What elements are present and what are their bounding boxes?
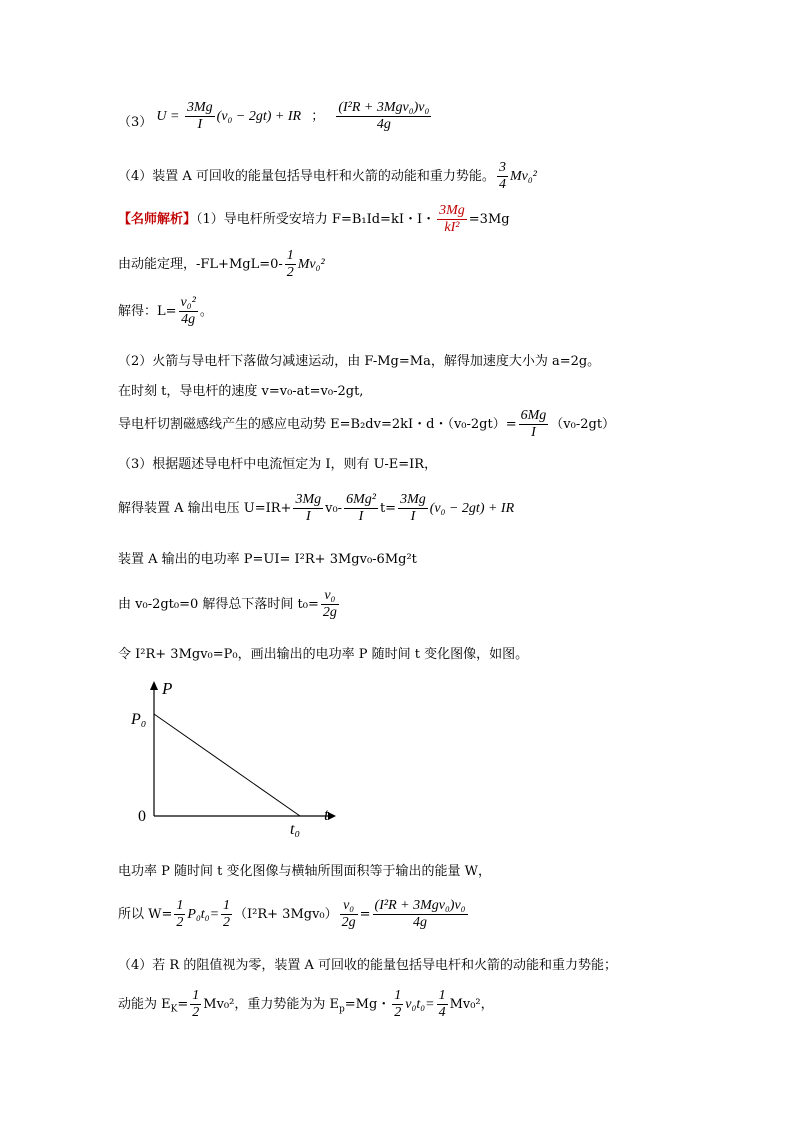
power-time-graph [128,676,348,846]
analysis-l15-fraction-1: $\frac{1}{2}$ [192,988,200,1020]
analysis-line-7: （3）根据题述导电杆中电流恒定为 I，则有 U-E=IR， [118,457,438,472]
analysis-l15-fraction-3: $\frac{1}{4}$ [438,988,446,1020]
power-line [154,714,300,816]
analysis-line-10 [118,588,341,621]
analysis-l3-fraction: $\frac{\text{v₀²}}{4g}$ [180,295,196,327]
analysis-line-8 [118,492,514,525]
answer-4-text: （4）装置 A 可回收的能量包括导电杆和火箭的动能和重力势能。 [118,169,495,184]
analysis-l8-fraction-3: $\frac{3Mg}{I}$ [400,492,426,524]
analysis-l15-c: Mv₀²，重力势能为为 E [203,997,339,1012]
x-axis-label: t [324,805,329,824]
analysis-line-6 [118,408,615,441]
analysis-l8-mid-1: v₀- [325,501,343,516]
analysis-l8-fraction-2: $\frac{\text{6Mg²}}{I}$ [346,492,376,524]
analysis-line-13 [118,898,470,931]
t0-label: t₀ [290,821,301,838]
y-axis-label: P [162,679,173,698]
analysis-l15-a-sub: K [170,1004,178,1015]
u-tail: (v₀ − 2gt) + IR [216,109,302,124]
analysis-l15-e: v₀t₀= [405,997,435,1012]
analysis-l2-tail: Mv₀² [297,257,325,272]
analysis-l8-text: 解得装置 A 输出电压 U=IR+ [118,501,292,516]
analysis-l8-tail: (v₀ − 2gt) + IR [429,501,515,516]
analysis-l13-fraction-2: $\frac{1}{2}$ [223,898,231,930]
analysis-l13-fraction-3: $\frac{\text{v₀}}{2g}$ [341,898,356,930]
analysis-l3-tail: 。 [199,304,213,319]
x-axis-arrow [328,812,336,820]
analysis-l13-b: P₀t₀= [187,907,220,922]
analysis-l6-tail: （v₀-2gt） [550,417,616,432]
analysis-l1-fraction: $\frac{3Mg}{\text{kI²}}$ [439,203,465,235]
analysis-l13-a: 所以 W= [118,907,173,922]
answer-3-label: （3） [118,115,153,130]
analysis-l3-text: 解得：L= [118,304,177,319]
analysis-line-12: 电功率 P 随时间 t 变化图像与横轴所围面积等于输出的能量 W， [118,864,491,879]
p0-label: P₀ [131,711,147,728]
analysis-l15-c-sub: p [338,1004,345,1015]
analysis-l6-fraction: $\frac{6Mg}{I}$ [520,408,547,440]
analysis-line-3 [118,295,213,328]
answer-4-tail: Mv₀² [509,169,537,184]
analysis-l8-mid-2: t= [379,501,397,516]
analysis-line-14: （4）若 R 的阻值视为零，装置 A 可回收的能量包括导电杆和火箭的动能和重力势能； [118,958,617,973]
analysis-l13-fraction-1: $\frac{1}{2}$ [176,898,184,930]
analysis-l10-text: 由 v₀-2gt₀=0 解得总下落时间 t₀= [118,597,319,612]
analysis-line-1 [118,203,510,236]
analysis-l15-d: =Mg・ [344,997,391,1012]
answer-3 [118,100,433,133]
analysis-l8-fraction-1: $\frac{3Mg}{I}$ [295,492,322,524]
analysis-l2-text: 由动能定理，-FL+MgL=0- [118,257,283,272]
analysis-l1-text: （1）导电杆所受安培力 F=B₁Id=kI・I・ [196,212,436,227]
analysis-line-15 [118,988,494,1021]
analysis-l15-a: 动能为 E [118,997,171,1012]
analysis-l1-tail: =3Mg [468,212,510,227]
analysis-line-5: 在时刻 t，导电杆的速度 v=v₀-at=v₀-2gt, [118,384,364,399]
u-lhs: U = [156,109,183,124]
answer-3-separator: ； [311,109,325,124]
analysis-l15-b: = [177,997,189,1012]
origin-label: 0 [138,808,146,825]
answer-4-fraction: $\frac{3}{4}$ [498,160,506,192]
answer-4 [118,160,537,193]
analysis-line-9: 装置 A 输出的电功率 P=UI= I²R+ 3Mgv₀-6Mg²t [118,552,417,567]
analysis-line-2 [118,248,325,281]
analysis-l13-fraction-4: $\frac{\text{(I²R + 3Mgv₀)v₀}}{4g}$ [374,898,466,930]
analysis-l6-text: 导电杆切割磁感线产生的感应电动势 E=B₂dv=2kI・d・（v₀-2gt）= [118,417,517,432]
analysis-l13-c: （I²R+ 3Mgv₀） [234,907,338,922]
w-fraction: $\frac{\text{(I²R + 3Mgv₀)v₀}}{4g}$ [338,100,430,132]
analysis-l15-f: Mv₀²， [449,997,494,1012]
u-fraction: $\frac{3Mg}{I}$ [186,100,213,132]
analysis-l13-d: = [359,907,371,922]
analysis-l2-fraction: $\frac{1}{2}$ [286,248,294,280]
analysis-line-4: （2）火箭与导电杆下落做匀减速运动，由 F-Mg=Ma，解得加速度大小为 a=2g。 [118,354,601,369]
y-axis-arrow [150,681,158,690]
analysis-tag: 【名师解析】 [118,212,197,227]
analysis-l10-fraction: $\frac{\text{v₀}}{2g}$ [322,588,337,620]
analysis-line-11: 令 I²R+ 3Mgv₀=P₀，画出输出的电功率 P 随时间 t 变化图像，如图。 [118,647,529,662]
analysis-l15-fraction-2: $\frac{1}{2}$ [394,988,402,1020]
